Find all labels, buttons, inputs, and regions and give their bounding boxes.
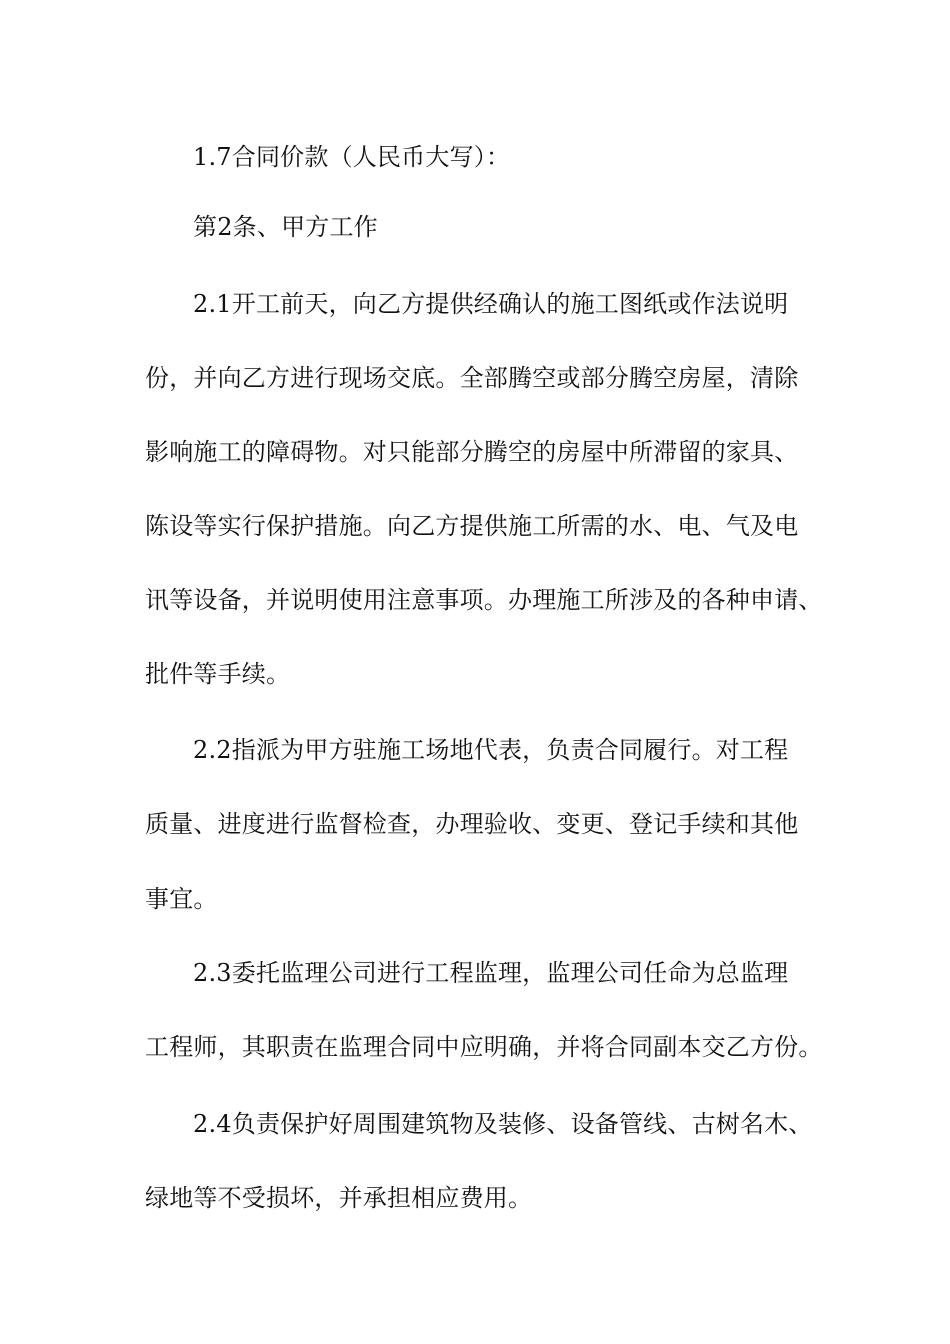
clause-2-2-line-3: 事宜。: [145, 885, 218, 913]
clause-2-3-line-1: 2.3委托监理公司进行工程监理，监理公司任命为总监理: [193, 959, 789, 987]
clause-2-1-line-1: 2.1开工前天，向乙方提供经确认的施工图纸或作法说明: [193, 290, 789, 318]
clause-2-1-line-2: 份，并向乙方进行现场交底。全部腾空或部分腾空房屋，清除: [145, 364, 799, 392]
clause-2-1-line-5: 讯等设备，并说明使用注意事项。办理施工所涉及的各种申请、: [145, 586, 823, 614]
clause-2-1-line-6: 批件等手续。: [145, 660, 291, 688]
clause-2-3-line-2: 工程师，其职责在监理合同中应明确，并将合同副本交乙方份。: [145, 1033, 823, 1061]
clause-2-4-line-1: 2.4负责保护好周围建筑物及装修、设备管线、古树名木、: [193, 1110, 813, 1138]
clause-2-4-line-2: 绿地等不受损坏，并承担相应费用。: [145, 1184, 533, 1212]
clause-2-1-line-4: 陈设等实行保护措施。向乙方提供施工所需的水、电、气及电: [145, 512, 799, 540]
clause-2-2-line-2: 质量、进度进行监督检查，办理验收、变更、登记手续和其他: [145, 810, 799, 838]
clause-2-1-line-3: 影响施工的障碍物。对只能部分腾空的房屋中所滞留的家具、: [145, 438, 799, 466]
article-2-heading: 第2条、甲方工作: [193, 213, 378, 241]
clause-1-7-contract-price: 1.7合同价款（人民币大写）：: [193, 143, 511, 171]
clause-2-2-line-1: 2.2指派为甲方驻施工场地代表，负责合同履行。对工程: [193, 736, 789, 764]
